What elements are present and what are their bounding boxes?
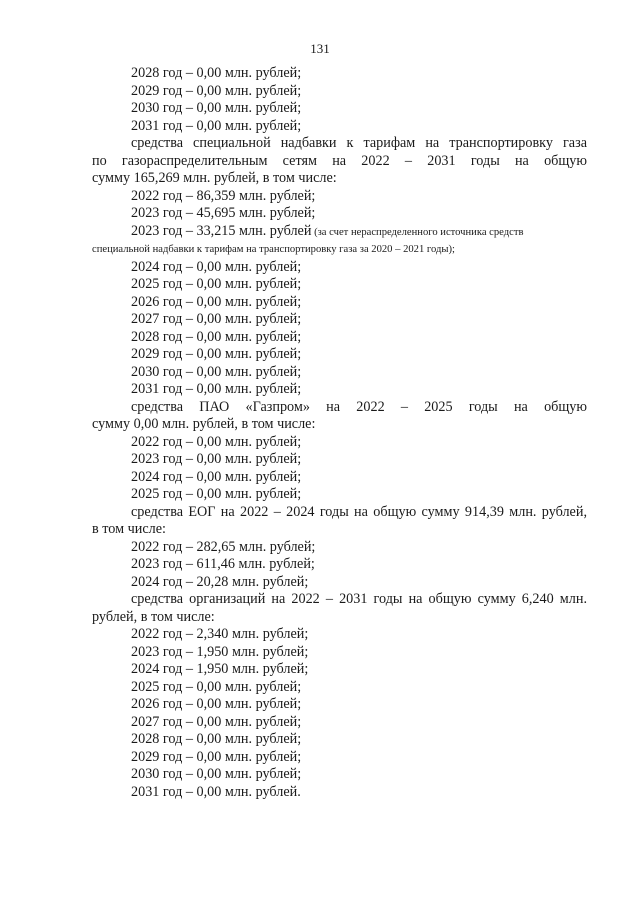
year-amount-line: 2024 год – 0,00 млн. рублей; xyxy=(131,468,302,485)
year-amount-line: 2023 год – 0,00 млн. рублей; xyxy=(131,451,302,467)
year-amount-line: 2025 год – 0,00 млн. рублей; xyxy=(131,678,302,695)
year-amount-line: 2028 год – 0,00 млн. рублей; xyxy=(131,65,302,81)
year-amount-line-with-note xyxy=(92,223,587,242)
year-amount-line: 2023 год – 1,950 млн. рублей; xyxy=(131,643,309,660)
year-amount-line: 2027 год – 0,00 млн. рублей; xyxy=(131,311,302,327)
year-amount-line: 2027 год – 0,00 млн. рублей; xyxy=(131,713,302,730)
year-amount-line: 2029 год – 0,00 млн. рублей; xyxy=(131,346,302,362)
funding-source-paragraph-line: средства ПАО «Газпром» на 2022 – 2025 годы на общую xyxy=(131,398,587,415)
paragraph-line: сумму 0,00 млн. рублей, в том числе: xyxy=(92,416,316,432)
funding-source-paragraph-line: средства организаций на 2022 – 2031 годы на общую сумму 6,240 млн. xyxy=(131,591,587,607)
year-amount-line: 2024 год – 0,00 млн. рублей; xyxy=(131,258,302,275)
year-amount-line: 2024 год – 20,28 млн. рублей; xyxy=(131,573,309,590)
year-amount-line: 2030 год – 0,00 млн. рублей; xyxy=(131,766,302,782)
funding-source-paragraph-line: средства специальной надбавки к тарифам на транспортировку газа xyxy=(131,135,587,151)
footnote-text: (за счет нераспределенного источника средств xyxy=(311,226,524,238)
document-body xyxy=(92,65,587,801)
funding-source-paragraph-line: средства ЕОГ на 2022 – 2024 годы на общую сумму 914,39 млн. рублей, xyxy=(131,503,587,520)
paragraph-line: сумму 165,269 млн. рублей, в том числе: xyxy=(92,170,337,186)
year-amount-text: 2023 год – 33,215 млн. рублей xyxy=(131,222,312,239)
footnote-text: специальной надбавки к тарифам на транспортировку газа за 2020 – 2021 годы); xyxy=(92,244,455,255)
year-amount-line: 2029 год – 0,00 млн. рублей; xyxy=(131,748,302,765)
year-amount-line: 2023 год – 611,46 млн. рублей; xyxy=(131,556,315,572)
year-amount-line: 2022 год – 282,65 млн. рублей; xyxy=(131,538,316,555)
year-amount-line: 2031 год – 0,00 млн. рублей; xyxy=(131,381,302,397)
paragraph-line: по газораспределительным сетям на 2022 – 2031 годы на общую xyxy=(92,152,587,169)
year-amount-line: 2023 год – 45,695 млн. рублей; xyxy=(131,205,316,221)
year-amount-line: 2022 год – 2,340 млн. рублей; xyxy=(131,626,309,642)
page-number: 131 xyxy=(310,41,330,56)
year-amount-line: 2029 год – 0,00 млн. рублей; xyxy=(131,82,302,99)
year-amount-line: 2022 год – 0,00 млн. рублей; xyxy=(131,433,302,450)
year-amount-line: 2028 год – 0,00 млн. рублей; xyxy=(131,731,302,747)
year-amount-line: 2024 год – 1,950 млн. рублей; xyxy=(131,661,309,677)
paragraph-line: рублей, в том числе: xyxy=(92,608,215,625)
paragraph-line: в том числе: xyxy=(92,521,166,537)
year-amount-line: 2026 год – 0,00 млн. рублей; xyxy=(131,293,302,310)
year-amount-line: 2028 год – 0,00 млн. рублей; xyxy=(131,328,302,345)
year-amount-line: 2031 год – 0,00 млн. рублей. xyxy=(131,783,301,800)
year-amount-line: 2025 год – 0,00 млн. рублей; xyxy=(131,276,302,292)
year-amount-line: 2022 год – 86,359 млн. рублей; xyxy=(131,187,316,204)
year-amount-line: 2030 год – 0,00 млн. рублей; xyxy=(131,363,302,380)
year-amount-line: 2025 год – 0,00 млн. рублей; xyxy=(131,486,302,502)
year-amount-line: 2030 год – 0,00 млн. рублей; xyxy=(131,100,302,116)
year-amount-line: 2031 год – 0,00 млн. рублей; xyxy=(131,117,302,134)
year-amount-line: 2026 год – 0,00 млн. рублей; xyxy=(131,696,302,712)
